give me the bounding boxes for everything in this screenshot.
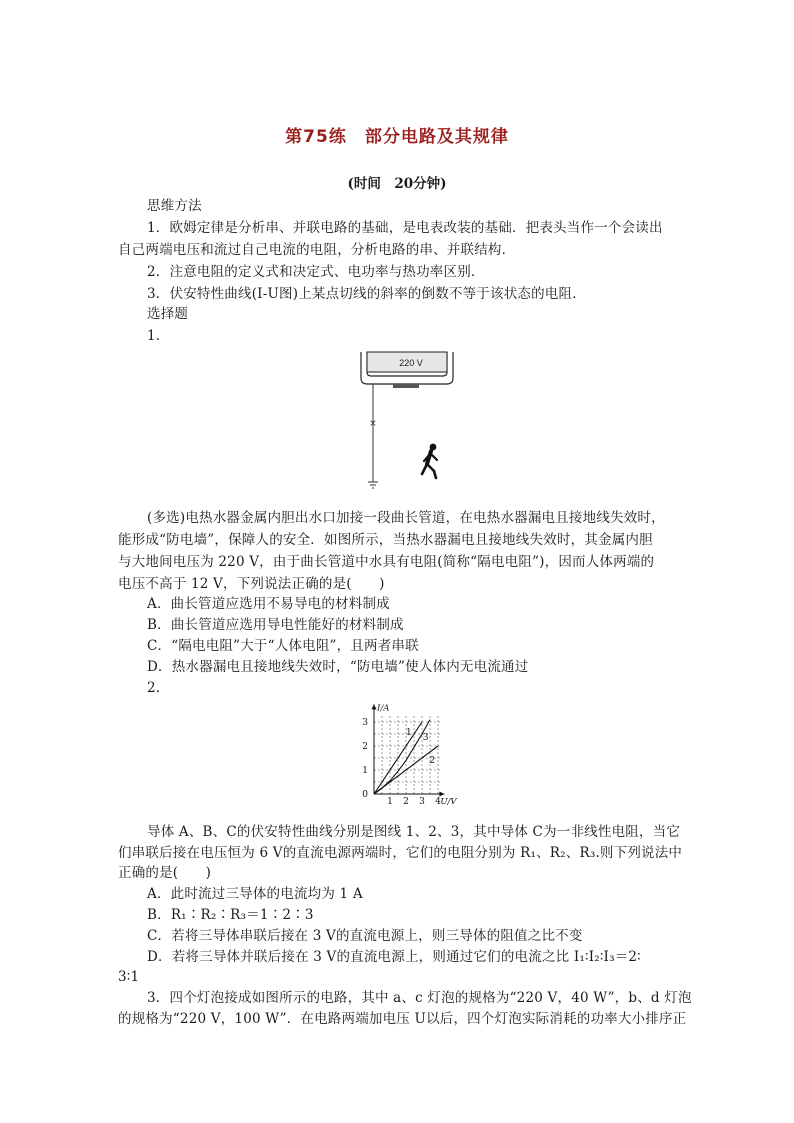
q1-option-a: A．曲长管道应选用不易导电的材料制成 <box>147 596 390 612</box>
q2-option-c: C．若将三导体串联后接在 3 V的直流电源上，则三导体的阻值之比不变 <box>147 928 583 944</box>
q2-option-d-continued: 3∶1 <box>118 969 140 985</box>
q2-option-a: A．此时流过三导体的电流均为 1 A <box>147 886 363 902</box>
y-tick-label: 1 <box>362 766 368 776</box>
method-1-line-1: 1．欧姆定律是分析串、并联电路的基础，是电表改装的基础．把表头当作一个会读出 <box>147 220 663 236</box>
q2-stem-line-3: 正确的是( ) <box>118 865 212 881</box>
method-2: 2．注意电阻的定义式和决定式、电功率与热功率区别． <box>147 264 485 280</box>
q2-chart <box>350 700 465 810</box>
ground-icon <box>368 482 378 488</box>
series-label-1: 1 <box>406 728 412 739</box>
q1-stem-line-4: 电压不高于 12 V，下列说法正确的是( ) <box>118 576 385 592</box>
time-note: (时间 20分钟) <box>347 176 447 192</box>
heater-bottom-pad <box>393 384 419 388</box>
q1-stem-line-1: (多选)电热水器金属内胆出水口加接一段曲长管道，在电热水器漏电且接地线失效时， <box>147 510 665 526</box>
x-tick-label: 2 <box>403 797 409 807</box>
q1-stem-line-3: 与大地间电压为 220 V，由于曲长管道中水具有电阻(简称“隔电电阻”)，因而人体两端的 <box>118 554 655 570</box>
person-icon <box>422 444 437 478</box>
x-axis-label: U/V <box>440 797 457 807</box>
methods-heading: 思维方法 <box>147 198 202 214</box>
x-axis-arrow <box>439 792 444 797</box>
q1-figure <box>355 350 460 495</box>
q1-option-c: C．“隔电电阻”大于“人体电阻”，且两者串联 <box>147 638 419 654</box>
voltage-label: 220 V <box>399 358 423 368</box>
q1-option-b: B．曲长管道应选用导电性能好的材料制成 <box>147 617 404 633</box>
x-tick-label: 3 <box>419 797 425 807</box>
q3-line-2: 的规格为“220 V，100 W”．在电路两端加电压 U以后，四个灯泡实际消耗的功率大小排序正 <box>118 1011 687 1027</box>
section-heading: 选择题 <box>147 306 189 322</box>
series-line-3 <box>374 720 430 794</box>
y-tick-label: 2 <box>362 742 368 752</box>
break-mark: × <box>369 419 377 429</box>
q2-option-b: B．R₁∶R₂∶R₃＝1∶2∶3 <box>147 907 314 923</box>
q2-stem-line-1: 导体 A、B、C的伏安特性曲线分别是图线 1、2、3，其中导体 C为一非线性电阻，当它 <box>147 824 681 840</box>
x-tick-label: 4 <box>435 797 441 807</box>
q2-stem-line-2: 们串联后接在电压恒为 6 V的直流电源两端时，它们的电阻分别为 R₁、R₂、R₃.则下列说法中 <box>118 845 683 861</box>
y-axis-arrow <box>372 704 377 709</box>
series-label-2: 2 <box>429 755 435 766</box>
q2-option-d: D．若将三导体并联后接在 3 V的直流电源上，则通过它们的电流之比 I₁∶I₂∶I₃＝2∶ <box>147 949 641 965</box>
method-3: 3．伏安特性曲线(I-U图)上某点切线的斜率的倒数不等于该状态的电阻． <box>147 286 586 302</box>
series-label-3: 3 <box>422 733 429 743</box>
method-1-line-2: 自己两端电压和流过自己电流的电阻，分析电路的串、并联结构． <box>118 242 516 258</box>
origin-label: 0 <box>362 790 368 800</box>
q3-line-1: 3．四个灯泡接成如图所示的电路，其中 a、c 灯泡的规格为“220 V，40 W”，b、d 灯泡 <box>147 990 692 1006</box>
page-title: 第75练 部分电路及其规律 <box>285 127 509 147</box>
q1-stem-line-2: 能形成“防电墙”，保障人的安全．如图所示，当热水器漏电且接地线失效时，其金属内胆 <box>118 532 653 548</box>
y-axis-label: I/A <box>377 703 390 714</box>
y-tick-label: 3 <box>362 718 368 728</box>
q1-number: 1. <box>147 328 161 344</box>
q2-number: 2. <box>147 680 161 696</box>
q1-option-d: D．热水器漏电且接地线失效时，“防电墙”使人体内无电流通过 <box>147 659 529 675</box>
x-tick-label: 1 <box>387 797 393 807</box>
